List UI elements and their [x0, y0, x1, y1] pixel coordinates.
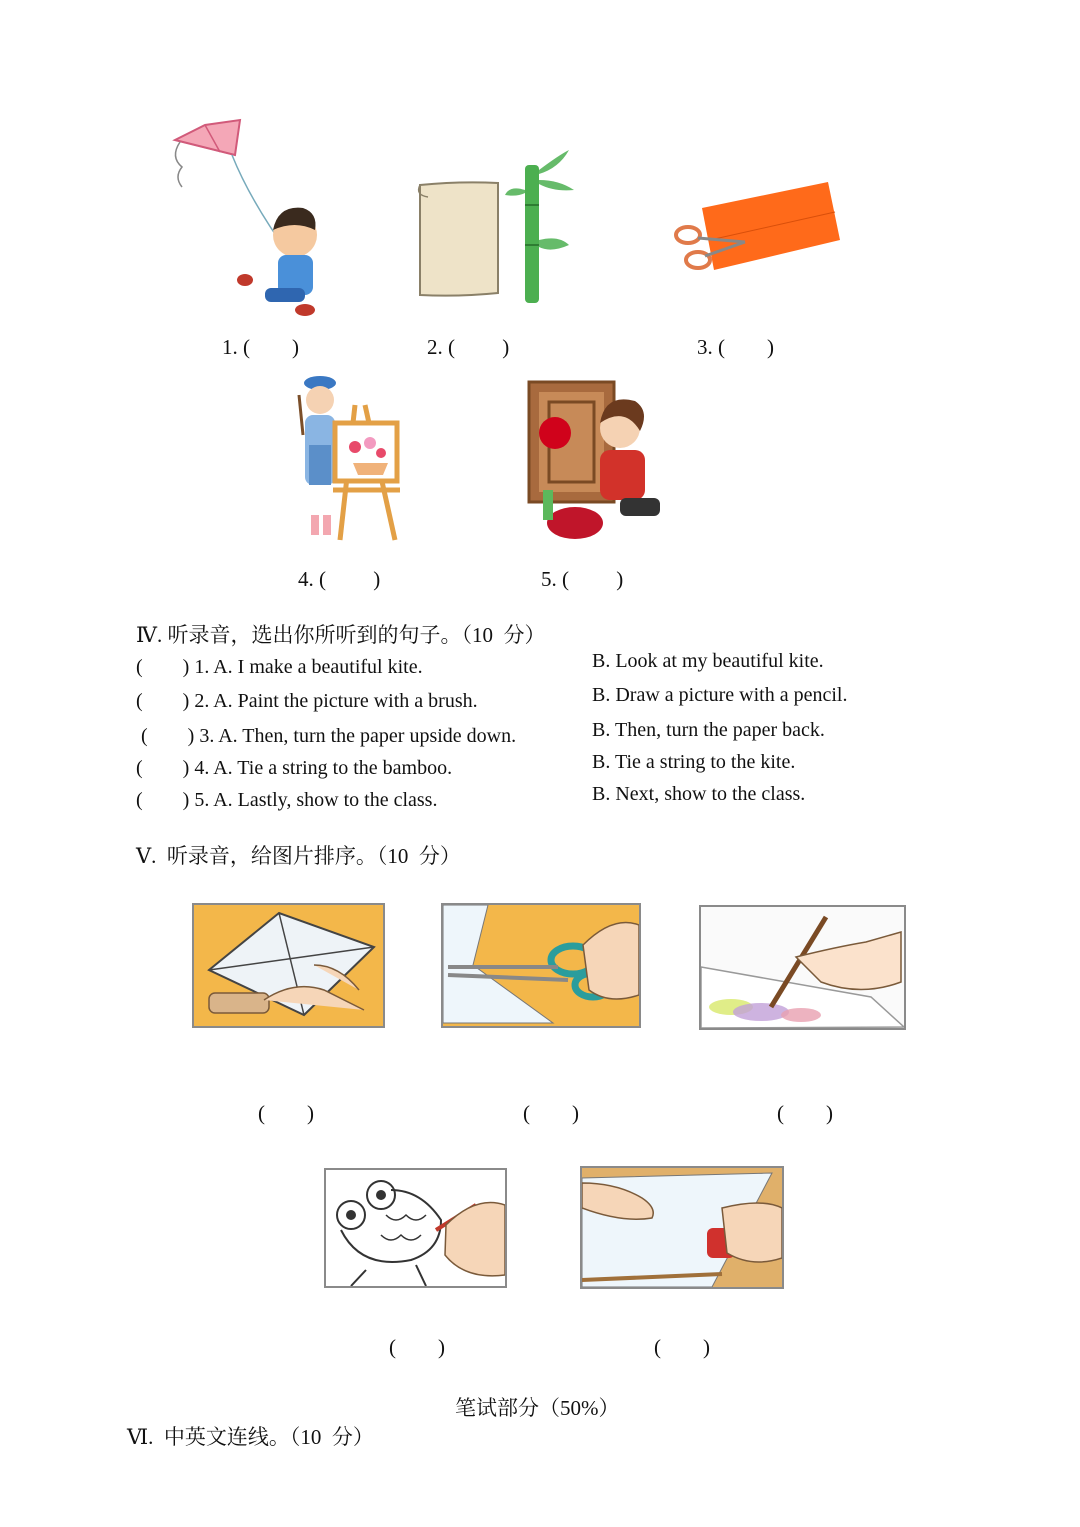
picture-label-3: 3. ( ) — [697, 335, 774, 359]
order-label-5: ( ) — [654, 1335, 710, 1359]
drawing-fish-icon — [324, 1168, 507, 1288]
question-2-option-b: B. Draw a picture with a pencil. — [592, 684, 848, 706]
cutting-paper-icon — [441, 903, 641, 1028]
section-4-title: Ⅳ. 听录音，选出你所听到的句子。（10 分） — [136, 623, 546, 647]
question-3-option-a: ( ) 3. A. Then, turn the paper upside down. — [136, 725, 517, 747]
picture-label-4: 4. ( ) — [298, 567, 381, 591]
section-5-title: Ⅴ. 听录音，给图片排序。（10 分） — [136, 844, 461, 868]
order-label-3: ( ) — [777, 1101, 833, 1125]
picture-label-5: 5. ( ) — [541, 567, 624, 591]
question-1-option-a: ( ) 1. A. I make a beautiful kite. — [136, 656, 423, 678]
order-label-2: ( ) — [523, 1101, 579, 1125]
coloring-icon — [699, 905, 906, 1030]
picture-label-1: 1. ( ) — [222, 335, 299, 359]
paper-cutting-girl-icon — [525, 378, 675, 548]
kite-boy-icon — [160, 110, 340, 325]
question-5-option-b: B. Next, show to the class. — [592, 783, 806, 805]
scissors-paper-icon — [670, 180, 845, 280]
question-4-option-a: ( ) 4. A. Tie a string to the bamboo. — [136, 757, 453, 779]
question-3-option-b: B. Then, turn the paper back. — [592, 719, 825, 741]
question-2-option-a: ( ) 2. A. Paint the picture with a brush. — [136, 690, 478, 712]
question-5-option-a: ( ) 5. A. Lastly, show to the class. — [136, 789, 438, 811]
paper-bamboo-icon — [415, 145, 580, 305]
section-6-title: Ⅵ. 中英文连线。（10 分） — [127, 1425, 374, 1449]
order-label-1: ( ) — [258, 1101, 314, 1125]
picture-label-2: 2. ( ) — [427, 335, 510, 359]
question-4-option-b: B. Tie a string to the kite. — [592, 751, 796, 773]
kite-frame-icon — [192, 903, 385, 1028]
gluing-icon — [580, 1166, 784, 1289]
painting-girl-icon — [285, 375, 410, 545]
written-part-heading: 笔试部分（50%） — [455, 1396, 620, 1420]
question-1-option-b: B. Look at my beautiful kite. — [592, 650, 824, 672]
order-label-4: ( ) — [389, 1335, 445, 1359]
